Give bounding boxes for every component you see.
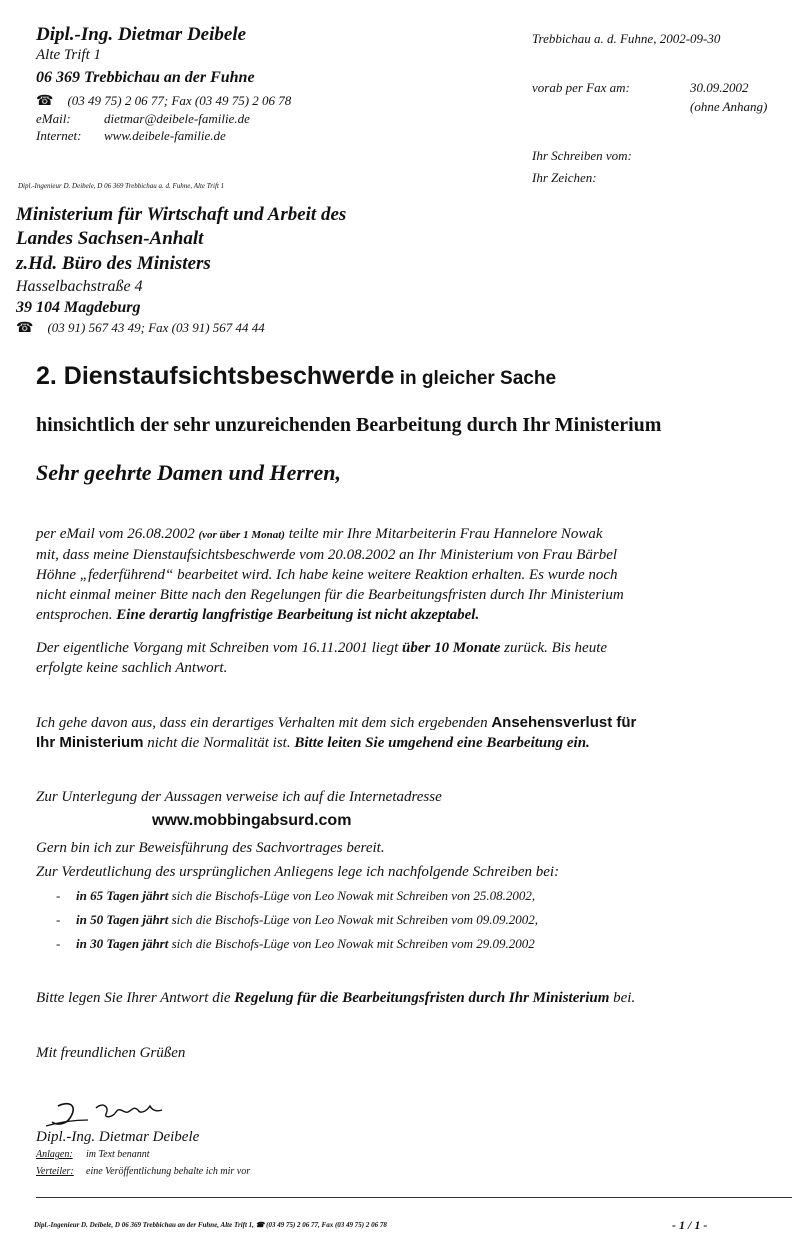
salutation: Sehr geehrte Damen und Herren, xyxy=(36,460,341,485)
page-number: - 1 / 1 - xyxy=(672,1218,708,1232)
recipient-phone: (03 91) 567 43 49; Fax (03 91) 567 44 44 xyxy=(47,320,265,335)
list-item-text: sich die Bischofs-Lüge von Leo Nowak mit Schreiben vom 29.09.2002 xyxy=(168,936,535,951)
website-url: www.mobbingabsurd.com xyxy=(152,812,352,829)
p3-emphasis-2: Ihr Ministerium xyxy=(36,734,144,751)
list-item-emphasis: in 50 Tagen jährt xyxy=(76,912,169,927)
sender-internet-line xyxy=(36,128,226,144)
distribution-label: Verteiler: xyxy=(36,1166,74,1177)
p7-emphasis: Regelung für die Bearbeitungsfristen durch Ihr Ministerium xyxy=(234,990,610,1006)
paragraph-7 xyxy=(36,988,635,1008)
enclosures-label: Anlagen: xyxy=(36,1149,73,1160)
p1-text-a: per eMail vom 26.08.2002 xyxy=(36,526,199,542)
list-dash: - xyxy=(56,936,61,951)
recipient-phone-line xyxy=(16,320,265,337)
footer-divider xyxy=(36,1197,792,1198)
list-item xyxy=(56,888,535,904)
p1-text-c: teilte mir Ihre Mitarbeiterin Frau Hannelore Nowak xyxy=(284,526,603,542)
p1-line-2: mit, dass meine Dienstaufsichtsbeschwerde vom 20.08.2002 an Ihr Ministerium von Frau Bärbel xyxy=(36,547,618,563)
p3-emphasis-1: Ansehensverlust für xyxy=(491,714,637,731)
p1-line-4: nicht einmal meiner Bitte nach den Regelungen für die Bearbeitungsfristen durch Ihr Ministerium xyxy=(36,587,624,603)
fax-note: (ohne Anhang) xyxy=(690,99,768,114)
sender-city: 06 369 Trebbichau an der Fuhne xyxy=(36,69,255,86)
sender-internet: www.deibele-familie.de xyxy=(104,128,226,143)
paragraph-3 xyxy=(36,713,636,753)
fax-date: 30.09.2002 xyxy=(690,80,749,95)
paragraph-4: Zur Unterlegung der Aussagen verweise ich auf die Internetadresse xyxy=(36,789,442,805)
list-item-emphasis: in 30 Tagen jährt xyxy=(76,936,169,951)
p2-line-2: erfolgte keine sachlich Antwort. xyxy=(36,660,228,676)
p2-text-a: Der eigentliche Vorgang mit Schreiben vom 16.11.2001 liegt xyxy=(36,640,403,656)
p7-text-a: Bitte legen Sie Ihrer Antwort die xyxy=(36,990,235,1006)
recipient-line-2: Landes Sachsen-Anhalt xyxy=(16,228,204,249)
sender-email: dietmar@deibele-familie.de xyxy=(104,111,250,126)
p3-text-d: nicht die Normalität ist. xyxy=(143,735,295,751)
sender-email-line xyxy=(36,111,250,127)
subject-sub: in gleicher Sache xyxy=(394,368,557,389)
your-letter-label: Ihr Schreiben vom: xyxy=(532,148,632,163)
return-address: Dipl.-Ingenieur D. Deibele, D 06 369 Trebbichau a. d. Fuhne, Alte Trift 1 xyxy=(18,182,225,190)
list-dash: - xyxy=(56,912,61,927)
recipient-line-3: z.Hd. Büro des Ministers xyxy=(16,253,211,274)
p1-emphasis: (vor über 1 Monat) xyxy=(198,529,285,541)
distribution-line xyxy=(36,1166,250,1177)
recipient-street: Hasselbachstraße 4 xyxy=(16,278,143,295)
paragraph-5: Gern bin ich zur Beweisführung des Sachvortrages bereit. xyxy=(36,840,385,856)
list-item-text: sich die Bischofs-Lüge von Leo Nowak mit Schreiben vom 09.09.2002, xyxy=(168,912,538,927)
list-item xyxy=(56,912,538,928)
telephone-icon: ☎ xyxy=(16,321,34,336)
distribution-value: eine Veröffentlichung behalte ich mir vor xyxy=(86,1166,251,1177)
p7-text-c: bei. xyxy=(609,990,636,1006)
enclosures-value: im Text benannt xyxy=(86,1149,150,1160)
paragraph-6: Zur Verdeutlichung des ursprünglichen Anliegens lege ich nachfolgende Schreiben bei: xyxy=(36,864,560,880)
p1-line-5b: Eine derartig langfristige Bearbeitung ist nicht akzeptabel. xyxy=(116,607,480,623)
telephone-icon: ☎ xyxy=(36,94,54,109)
p3-text-a: Ich gehe davon aus, dass ein derartiges Verhalten mit dem sich ergebenden xyxy=(36,715,492,731)
sender-street: Alte Trift 1 xyxy=(36,47,102,63)
fax-label: vorab per Fax am: xyxy=(532,80,630,95)
paragraph-2 xyxy=(36,638,607,678)
enclosures-line xyxy=(36,1149,150,1160)
signer-name: Dipl.-Ing. Dietmar Deibele xyxy=(36,1129,200,1145)
subject-main: 2. Dienstaufsichtsbeschwerde xyxy=(36,362,395,390)
handwritten-signature xyxy=(40,1096,200,1132)
place-date: Trebbichau a. d. Fuhne, 2002-09-30 xyxy=(532,31,721,46)
list-dash: - xyxy=(56,888,61,903)
closing: Mit freundlichen Grüßen xyxy=(36,1045,186,1061)
subject-line xyxy=(36,362,556,391)
list-item-text: sich die Bischofs-Lüge von Leo Nowak mit Schreiben von 25.08.2002, xyxy=(168,888,536,903)
sender-name: Dipl.-Ing. Dietmar Deibele xyxy=(36,24,247,45)
footer-text: Dipl.-Ingenieur D. Deibele, D 06 369 Trebbichau an der Fuhne, Alte Trift 1, ☎ (03 49 75) 2 06 77, Fax (03 49 75) 2 06 78 xyxy=(34,1221,387,1229)
recipient-line-1: Ministerium für Wirtschaft und Arbeit des xyxy=(16,204,347,225)
list-item-emphasis: in 65 Tagen jährt xyxy=(76,888,169,903)
sender-phone-line xyxy=(36,93,291,110)
subject-line-2: hinsichtlich der sehr unzureichenden Bearbeitung durch Ihr Ministerium xyxy=(36,414,662,436)
p1-line-5a: entsprochen. xyxy=(36,607,117,623)
sender-phone: (03 49 75) 2 06 77; Fax (03 49 75) 2 06 78 xyxy=(67,93,292,108)
email-label: eMail: xyxy=(36,111,71,126)
internet-label: Internet: xyxy=(36,128,82,143)
p2-text-c: zurück. Bis heute xyxy=(500,640,608,656)
your-reference-label: Ihr Zeichen: xyxy=(532,170,597,185)
paragraph-1 xyxy=(36,524,624,625)
p1-line-3: Höhne „federführend“ bearbeitet wird. Ich habe keine weitere Reaktion erhalten. Es wurde noch xyxy=(36,567,618,583)
p3-emphasis-3: Bitte leiten Sie umgehend eine Bearbeitung ein. xyxy=(294,735,590,751)
recipient-city: 39 104 Magdeburg xyxy=(16,299,141,316)
list-item xyxy=(56,936,535,952)
p2-emphasis: über 10 Monate xyxy=(402,640,501,656)
